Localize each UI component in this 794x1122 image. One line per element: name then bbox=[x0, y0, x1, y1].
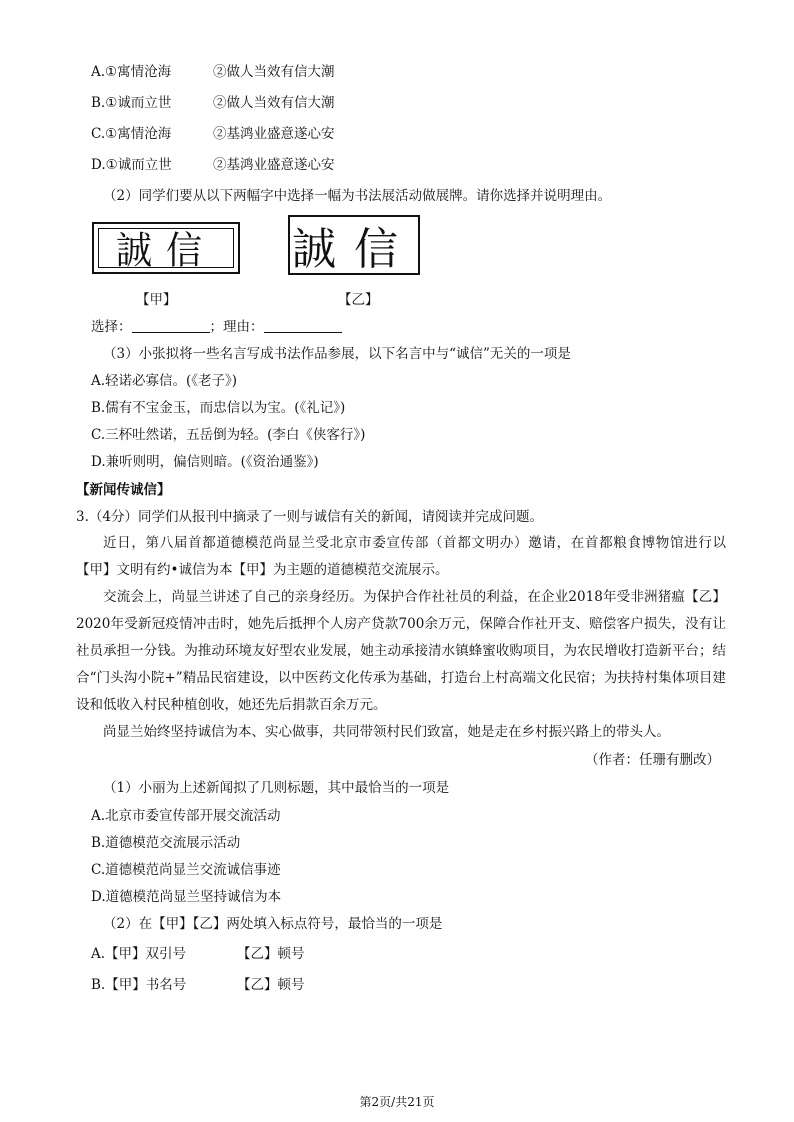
news-paragraph-2: 交流会上，尚显兰讲述了自己的亲身经历。为保护合作社社员的利益，在企业2018年受非洲猪瘟【乙】2020年受新冠疫情冲击时，她先后抵押个人房产贷款700余万元，保障合作社开支、赔偿客户损失，没有让社员承担一分钱。为推动环境友好型农业发展，她主动承接清水镇蜂蜜收购项目，为农民增收打造新平台；结合“门头沟小院+”精品民宿建设，以中医药文化传承为基础，打造台上村高端文化民宿；为扶持村集体项目建设和低收入村民种植创收，她还先后捐款百余万元。 bbox=[76, 589, 726, 713]
sub3-option-b: B.儒有不宝金玉，而忠信以为宝。(《礼记》) bbox=[91, 400, 346, 416]
option-part-2: 【乙】顿号 bbox=[237, 977, 305, 993]
option-part-2: ②基鸿业盛意遂心安 bbox=[213, 126, 335, 142]
option-part-1: A.【甲】双引号 bbox=[91, 946, 187, 962]
option-part-1: B.①诚而立世 bbox=[91, 95, 172, 111]
question-3-sub-1: （1）小丽为上述新闻拟了几则标题，其中最恰当的一项是 bbox=[103, 780, 450, 796]
sub3-option-d: D.兼听则明，偏信则暗。(《资治通鉴》) bbox=[91, 454, 319, 470]
q3-sub2-option-a bbox=[91, 944, 305, 964]
answer-line bbox=[91, 317, 342, 337]
q3-sub1-option-a: A.北京市委宣传部开展交流活动 bbox=[91, 808, 281, 824]
question-2-sub-3: （3）小张拟将一些名言写成书法作品参展，以下名言中与“诚信”无关的一项是 bbox=[103, 346, 571, 362]
page-footer: 第2页/共21页 bbox=[359, 1095, 435, 1109]
option-c bbox=[91, 124, 335, 144]
calligraphy-jia-label: 【甲】 bbox=[136, 292, 177, 308]
option-part-1: D.①诚而立世 bbox=[91, 157, 172, 173]
reason-label: ；理由： bbox=[209, 319, 264, 335]
option-part-2: ②做人当效有信大潮 bbox=[213, 95, 335, 111]
option-part-1: C.①寓情沧海 bbox=[91, 126, 172, 142]
option-d bbox=[91, 155, 335, 175]
news-paragraph-1: 近日，第八届首都道德模范尚显兰受北京市委宣传部（首都文明办）邀请，在首都粮食博物馆进行以【甲】文明有约•诚信为本【甲】为主题的道德模范交流展示。 bbox=[76, 535, 726, 578]
option-part-1: B.【甲】书名号 bbox=[91, 977, 187, 993]
q3-sub1-option-b: B.道德模范交流展示活动 bbox=[91, 835, 241, 851]
option-part-2: ②做人当效有信大潮 bbox=[213, 64, 335, 80]
calligraphy-yi-text: 誠信 bbox=[292, 224, 416, 275]
option-part-2: ②基鸿业盛意遂心安 bbox=[213, 157, 335, 173]
option-part-1: A.①寓情沧海 bbox=[91, 64, 172, 80]
news-author: （作者：任珊有删改） bbox=[585, 752, 720, 768]
question-3-sub-2: （2）在【甲】【乙】两处填入标点符号，最恰当的一项是 bbox=[103, 916, 443, 932]
choose-label: 选择： bbox=[91, 319, 132, 335]
option-b bbox=[91, 93, 335, 113]
q3-sub1-option-d: D.道德模范尚显兰坚持诚信为本 bbox=[91, 889, 282, 905]
section-title: 【新闻传诚信】 bbox=[76, 482, 171, 498]
reason-blank[interactable] bbox=[264, 318, 342, 333]
q3-sub1-option-c: C.道德模范尚显兰交流诚信事迹 bbox=[91, 862, 281, 878]
question-2-sub-2: （2）同学们要从以下两幅字中选择一幅为书法展活动做展牌。请你选择并说明理由。 bbox=[103, 188, 612, 204]
news-paragraph-3: 尚显兰始终坚持诚信为本、实心做事，共同带领村民们致富，她是走在乡村振兴路上的带头人。 bbox=[103, 724, 670, 740]
calligraphy-yi bbox=[288, 215, 420, 275]
question-3-intro: 3.（4分）同学们从报刊中摘录了一则与诚信有关的新闻，请阅读并完成问题。 bbox=[76, 509, 543, 525]
sub3-option-a: A.轻诺必寡信。(《老子》) bbox=[91, 373, 238, 389]
choose-blank[interactable] bbox=[132, 318, 210, 333]
calligraphy-yi-label: 【乙】 bbox=[338, 292, 379, 308]
option-part-2: 【乙】顿号 bbox=[237, 946, 305, 962]
calligraphy-jia-text: 誠信 bbox=[115, 229, 216, 273]
sub3-option-c: C.三杯吐然诺，五岳倒为轻。(李白《侠客行》) bbox=[91, 427, 366, 443]
calligraphy-jia bbox=[92, 222, 240, 274]
option-a bbox=[91, 62, 335, 82]
q3-sub2-option-b bbox=[91, 975, 305, 995]
